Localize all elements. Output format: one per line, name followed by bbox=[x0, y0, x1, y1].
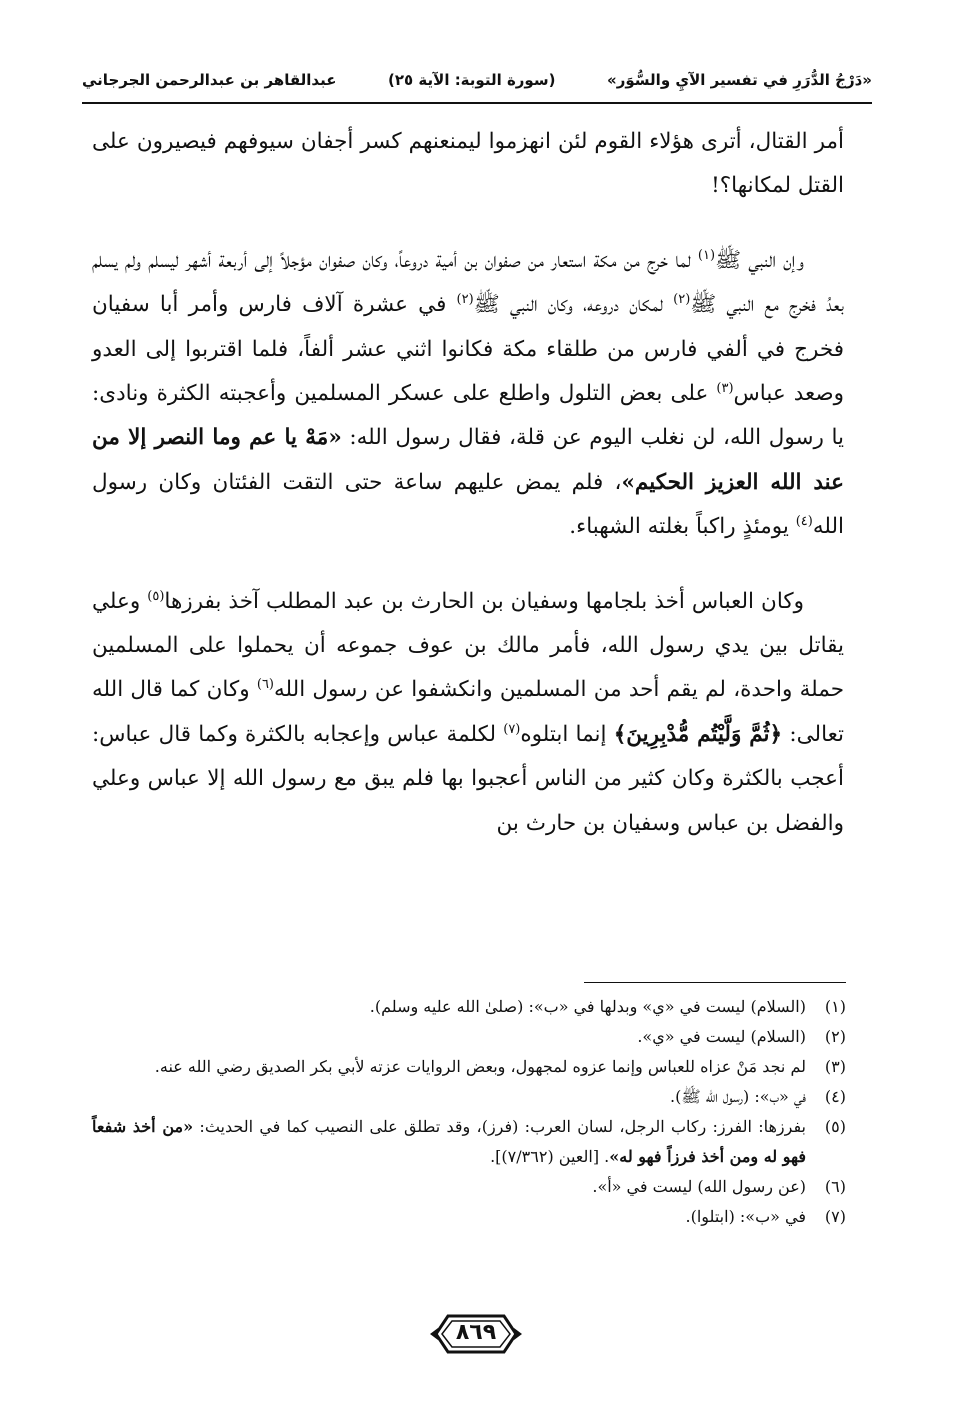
footnote-reference: (٧) bbox=[503, 721, 521, 737]
quotation: ﴿ثُمَّ وَلَّيْتُم مُّدْبِرِينَ﴾ bbox=[613, 721, 783, 747]
text-run: في عشرة آلاف فارس وأمر أبا سفيان فخرج في ألفي فارس من طلقاء مكة فكانوا اثني عشر ألفاً، فلما اقتربوا إلى العدو وصعد عباس bbox=[92, 292, 845, 407]
text-run: وكان كما قال الله تعالى: bbox=[92, 677, 844, 747]
footnote-reference: (٥) bbox=[147, 588, 165, 604]
quotation: «مَهْ يا عم وما النصر إلا من عند الله العزيز الحكيم» bbox=[92, 425, 844, 495]
text-run: بفرزها: الفرز: ركاب الرجل، لسان العرب: (فرز)، وقد تطلق على النصيب كما في الحديث: bbox=[193, 1117, 807, 1136]
footnote-text bbox=[92, 1082, 806, 1112]
footnote-text bbox=[92, 1022, 806, 1052]
footnote-divider bbox=[584, 982, 846, 983]
text-run: (السلام) ليست في «ي» وبدلها في «ب»: (صلىٰ الله عليه وسلم). bbox=[369, 997, 806, 1016]
footnote-reference: (٣) bbox=[716, 380, 734, 396]
main-text bbox=[92, 120, 844, 846]
text-run: في «ب»: (رسول الله ﷺ). bbox=[670, 1087, 806, 1106]
footnote-text bbox=[92, 1172, 806, 1202]
text-run: وعلي يقاتل بين يدي رسول الله، فأمر مالك بن عوف جموعه أن يحملوا على المسلمين حملة واحدة، لم يقم أحد من المسلمين وانكشفوا عن رسول الله bbox=[92, 588, 844, 703]
footnote-number: (٧) bbox=[824, 1207, 846, 1226]
footnote-text bbox=[92, 1202, 806, 1232]
footnote-number: (٢) bbox=[824, 1027, 846, 1046]
running-header bbox=[82, 60, 872, 100]
footnote-number: (٥) bbox=[824, 1117, 846, 1136]
page-number: ٨٦٩ bbox=[455, 1320, 497, 1345]
text-run: لكلمة عباس وإعجابه بالكثرة وكما قال عباس: أعجب بالكثرة وكان كثير من الناس أعجبوا بها فلم يبق مع رسول الله إلا عباس وعلي والفضل بن عباس وسفيان بن حارث بن bbox=[92, 721, 844, 836]
text-run: وإن النبي ﷺ bbox=[715, 247, 804, 273]
text-run: على بعض التلول واطلع على عسكر المسلمين وأعجبته الكثرة ونادى: يا رسول الله، لن نغلب اليوم عن قلة، فقال رسول الله: bbox=[92, 381, 845, 451]
text-run: لما خرج من مكة استعار من صفوان بن أمية دروعاً، وكان صفوان مؤجلاً إلى أربعة أشهر ليسلم ولم يسلم بعدُ فخرج مع النبي ﷺ bbox=[92, 247, 844, 318]
footnote-text bbox=[92, 1052, 806, 1082]
text-run: لمكان دروعه، وكان النبي ﷺ bbox=[473, 292, 674, 318]
footnote-number: (٤) bbox=[824, 1087, 846, 1106]
footnotes bbox=[92, 992, 846, 1232]
paragraph bbox=[92, 239, 844, 550]
text-run: أمر القتال، أترى هؤلاء القوم لئن انهزموا ليمنعنهم كسر أجفان سيوفهم فيصيرون على القتل لمكانها؟! bbox=[92, 129, 844, 199]
footnote-number: (٣) bbox=[824, 1057, 846, 1076]
footnote-text bbox=[92, 992, 806, 1022]
text-run: في «ب»: (ابتلوا). bbox=[685, 1207, 806, 1226]
footnote-reference: (٢) bbox=[456, 292, 474, 308]
text-run: إنما ابتلوه bbox=[520, 721, 614, 747]
author-name: عبدالقاهر بن عبدالرحمن الجرجاني bbox=[82, 71, 337, 89]
footnote bbox=[92, 1052, 846, 1082]
footnote bbox=[92, 1022, 846, 1052]
footnote-number: (١) bbox=[824, 997, 846, 1016]
footnote bbox=[92, 992, 846, 1022]
text-run: يومئذٍ راكباً بغلته الشهباء. bbox=[569, 514, 796, 540]
footnote-reference: (٢) bbox=[673, 292, 691, 308]
text-run: (السلام) ليست في «ي». bbox=[637, 1027, 806, 1046]
text-run: . [العين (٧/٣٦٢)]. bbox=[490, 1147, 610, 1166]
paragraph bbox=[92, 580, 844, 846]
book-title: «دَرْجُ الدُّرَرِ في تفسير الآيِ والسُّوَر» bbox=[607, 71, 872, 89]
footnote-text bbox=[92, 1112, 806, 1172]
header-divider bbox=[82, 102, 872, 104]
footnote-reference: (٤) bbox=[795, 514, 813, 530]
page-number-ornament bbox=[428, 1308, 524, 1360]
text-run: (عن رسول الله) ليست في «أ». bbox=[592, 1177, 806, 1196]
footnote bbox=[92, 1202, 846, 1232]
quotation: «من أخذ شفعاً فهو له ومن أخذ فرزاً فهو له» bbox=[92, 1117, 806, 1166]
text-run: ، فلم يمض عليهم ساعة حتى التقت الفئتان وكان رسول الله bbox=[92, 469, 844, 540]
text-run: وكان العباس أخذ بلجامها وسفيان بن الحارث بن عبد المطلب آخذ بفرزها bbox=[164, 588, 804, 614]
surah-reference: (سورة التوبة: الآية ٢٥) bbox=[388, 71, 556, 89]
footnote-reference: (٦) bbox=[256, 677, 274, 693]
footnote bbox=[92, 1082, 846, 1112]
footnote-reference: (١) bbox=[697, 247, 716, 263]
footnote-number: (٦) bbox=[824, 1177, 846, 1196]
footnote bbox=[92, 1112, 846, 1172]
paragraph bbox=[92, 120, 844, 209]
text-run: لم نجد مَنْ عزاه للعباس وإنما عزوه لمجهول، وبعض الروايات عزته لأبي بكر الصديق رضي الله عنه. bbox=[154, 1057, 806, 1076]
footnote bbox=[92, 1172, 846, 1202]
